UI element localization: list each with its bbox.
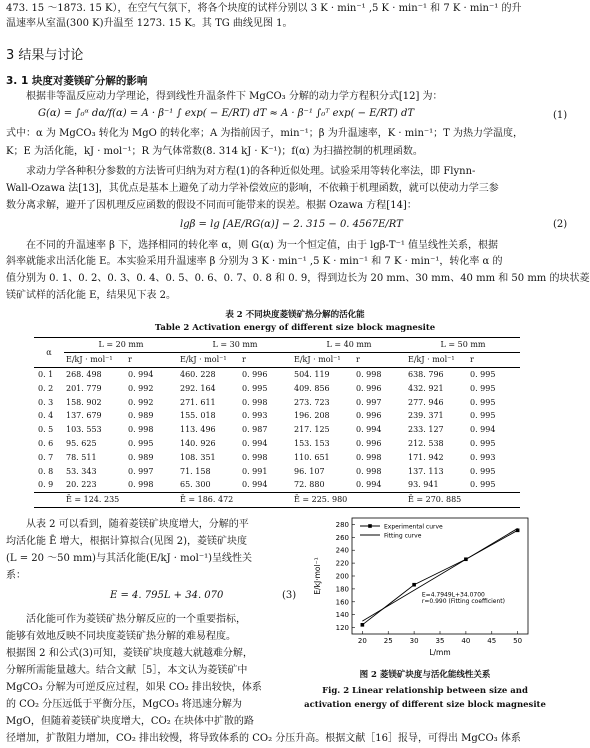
table-row [34, 478, 520, 492]
table-mean-row [34, 492, 520, 507]
figure-caption-en-2: activation energy of different size block magnesite [304, 700, 546, 710]
text-line: 从表 2 可以看到，随着菱镁矿块度增大，分解的平 [26, 519, 249, 530]
energy-cell: 20. 223 [66, 480, 97, 490]
r-cell: 0. 994 [128, 369, 154, 379]
x-tick-label: 50 [513, 637, 523, 645]
mean-energy: Ē = 186. 472 [178, 492, 292, 507]
energy-cell: 638. 796 [408, 369, 444, 379]
text-line: 473. 15 ～1873. 15 K），在空气气氛下，将各个块度的试样分别以 3 K · min⁻¹ ,5 K · min⁻¹ 和 7 K · min⁻¹ 的升 [6, 3, 522, 14]
table-group-header [34, 338, 520, 353]
r-cell: 0. 996 [356, 411, 382, 421]
energy-cell: 233. 127 [408, 425, 444, 435]
r-cell: 0. 994 [242, 438, 268, 448]
alpha-cell: 0. 3 [38, 397, 54, 407]
legend-experimental-marker [368, 524, 372, 528]
y-tick-label: 180 [335, 585, 349, 594]
text-line: 镁矿试样的活化能 E，结果见下表 2。 [6, 290, 177, 301]
r-cell: 0. 995 [470, 438, 496, 448]
table-row [34, 381, 520, 395]
x-tick-label: 30 [409, 637, 419, 645]
energy-cell: 504. 119 [294, 369, 330, 379]
r-cell: 0. 987 [242, 425, 268, 435]
legend-experimental-label: Experimental curve [384, 523, 443, 531]
table-row [34, 423, 520, 437]
r-cell: 0. 989 [128, 411, 154, 421]
y-tick-label: 140 [335, 611, 349, 620]
r-cell: 0. 998 [242, 397, 268, 407]
r-cell: 0. 997 [356, 397, 382, 407]
series-experimental-line [362, 530, 517, 625]
x-tick-label: 20 [357, 637, 367, 645]
r-cell: 0. 995 [242, 383, 268, 393]
chart-svg [308, 512, 540, 660]
equation-2-number: (2) [553, 219, 568, 230]
energy-cell: 292. 164 [180, 383, 216, 393]
energy-cell: 53. 343 [66, 466, 97, 476]
text-line: 数分离求解，避开了因机理反应函数的假设不同而可能带来的误差。根据 Ozawa 方程[14]： [6, 200, 417, 211]
energy-cell: 140. 926 [180, 438, 216, 448]
alpha-cell: 0. 4 [38, 411, 54, 421]
table-row [34, 395, 520, 409]
equation-3-number: (3) [282, 590, 297, 601]
alpha-cell: 0. 5 [38, 425, 54, 435]
r-cell: 0. 989 [128, 452, 154, 462]
text-line: 的 CO₂ 分压远低于平衡分压，MgCO₃ 将迅速分解为 [6, 699, 242, 710]
data-point [464, 557, 468, 561]
energy-header: E/kJ · mol⁻¹ [64, 352, 126, 367]
section-title: 3 结果与讨论 [6, 48, 84, 63]
table-row [34, 409, 520, 423]
alpha-cell: 0. 7 [38, 452, 54, 462]
alpha-cell: 0. 8 [38, 466, 54, 476]
energy-cell: 432. 921 [408, 383, 444, 393]
x-axis-label: L/mm [429, 648, 451, 657]
r-cell: 0. 996 [356, 383, 382, 393]
alpha-cell: 0. 1 [38, 369, 54, 379]
energy-cell: 153. 153 [294, 438, 330, 448]
x-tick-label: 40 [461, 637, 471, 645]
energy-cell: 409. 856 [294, 383, 330, 393]
group-header: L = 40 mm [292, 338, 406, 353]
text-line: MgCO₃ 分解为可逆反应过程，如果 CO₂ 排出较快，体系 [6, 682, 262, 693]
mean-energy: Ē = 225. 980 [292, 492, 406, 507]
r-cell: 0. 992 [128, 397, 154, 407]
table-row [34, 450, 520, 464]
r-cell: 0. 994 [356, 425, 382, 435]
r-header: r [468, 352, 520, 367]
group-header: L = 50 mm [406, 338, 520, 353]
table-row [34, 367, 520, 381]
subsection-title: 3. 1 块度对菱镁矿分解的影响 [6, 75, 148, 87]
r-header: r [240, 352, 292, 367]
activation-energy-table [34, 337, 520, 508]
text-line: MgO，但随着菱镁矿块度增大，CO₂ 在块体中扩散的路 [6, 716, 254, 727]
energy-cell: 78. 511 [66, 452, 97, 462]
energy-cell: 93. 941 [408, 480, 439, 490]
group-header: L = 30 mm [178, 338, 292, 353]
table-row [34, 437, 520, 451]
r-cell: 0. 998 [356, 369, 382, 379]
fit-equation-annotation: E=4.7949L+34.0700 [421, 591, 485, 599]
data-point [412, 583, 416, 587]
energy-cell: 137. 113 [408, 466, 444, 476]
text-line: 分解所需能量越大。结合文献［5］，本文认为菱镁矿中 [6, 665, 248, 676]
table-row [34, 464, 520, 478]
text-line: 值分别为 0. 1、0. 2、0. 3、0. 4、0. 5、0. 6、0. 7、0. 8 和 0. 9，得到边长为 20 mm、30 mm、40 mm 和 50 mm 的块状菱 [6, 273, 590, 284]
y-tick-label: 160 [335, 598, 349, 607]
mean-energy: Ē = 270. 885 [406, 492, 520, 507]
r-cell: 0. 995 [470, 480, 496, 490]
text-line: 活化能可作为菱镁矿热分解反应的一个重要指标， [26, 614, 246, 625]
energy-cell: 460. 228 [180, 369, 216, 379]
fit-coefficient-annotation: r=0.990 (Fitting coefficient) [421, 598, 505, 606]
r-cell: 0. 998 [128, 425, 154, 435]
energy-cell: 103. 553 [66, 425, 102, 435]
alpha-cell: 0. 6 [38, 438, 54, 448]
r-cell: 0. 995 [470, 369, 496, 379]
table-caption-en: Table 2 Activation energy of different size block magnesite [154, 323, 436, 333]
y-tick-label: 240 [335, 546, 349, 555]
energy-cell: 239. 371 [408, 411, 444, 421]
x-tick-label: 25 [383, 637, 393, 645]
text-line: 式中：α 为 MgCO₃ 转化为 MgO 的转化率；A 为指前因子，min⁻¹；β 为升温速率，K · min⁻¹；T 为热力学温度， [6, 128, 524, 139]
r-cell: 0. 995 [470, 383, 496, 393]
text-line: 斜率就能求出活化能 E。本实验采用升温速率 β 分别为 3 K · min⁻¹ ,5 K · min⁻¹ 和 7 K · min⁻¹，转化率 α 的 [6, 256, 503, 267]
r-cell: 0. 993 [242, 411, 268, 421]
equation-1: G(α) = ∫₀ᵅ dα/f(α) = A · β⁻¹ ∫ exp( − E/RT) dT ≈ A · β⁻¹ ∫₀ᵀ exp( − E/RT) dT [38, 108, 415, 119]
text-line: 径增加，扩散阻力增加，CO₂ 排出较慢，将导致体系的 CO₂ 分压升高。根据文献［16］报导，可得出 MgCO₃ 体系 [6, 733, 521, 744]
energy-cell: 268. 498 [66, 369, 102, 379]
alpha-header: α [34, 338, 64, 368]
text-line: (L = 20 ～50 mm)与其活化能(E/kJ · mol⁻¹)呈线性关 [6, 553, 253, 564]
equation-1-number: (1) [553, 110, 568, 121]
figure-caption-en-1: Fig. 2 Linear relationship between size and [322, 686, 528, 696]
r-cell: 0. 995 [470, 466, 496, 476]
left-column-text [26, 516, 249, 533]
r-header: r [126, 352, 178, 367]
text-line: 温速率从室温(300 K)升温至 1273. 15 K。其 TG 曲线见图 1。 [6, 18, 293, 29]
energy-header: E/kJ · mol⁻¹ [406, 352, 468, 367]
energy-cell: 72. 880 [294, 480, 325, 490]
table-caption-cn: 表 2 不同块度菱镁矿热分解的活化能 [225, 310, 365, 320]
energy-cell: 95. 625 [66, 438, 97, 448]
energy-cell: 196. 208 [294, 411, 330, 421]
text-line: 均活化能 Ē 增大，根据计算拟合(见图 2)，菱镁矿块度 [6, 536, 248, 547]
r-cell: 0. 994 [470, 425, 496, 435]
table-sub-header [34, 352, 520, 367]
text-line: 系： [6, 570, 26, 581]
r-cell: 0. 996 [242, 369, 268, 379]
r-cell: 0. 998 [356, 466, 382, 476]
energy-cell: 155. 018 [180, 411, 216, 421]
r-cell: 0. 995 [470, 397, 496, 407]
r-cell: 0. 994 [242, 480, 268, 490]
r-header: r [354, 352, 406, 367]
r-cell: 0. 998 [128, 480, 154, 490]
energy-cell: 212. 538 [408, 438, 444, 448]
r-cell: 0. 997 [128, 466, 154, 476]
energy-cell: 277. 946 [408, 397, 444, 407]
energy-cell: 217. 125 [294, 425, 330, 435]
data-point [516, 529, 520, 533]
text-line: 根据图 2 和公式(3)可知，菱镁矿块度越大就越难分解， [6, 648, 253, 659]
alpha-cell: 0. 2 [38, 383, 54, 393]
r-cell: 0. 994 [356, 480, 382, 490]
energy-cell: 65. 300 [180, 480, 211, 490]
energy-cell: 158. 902 [66, 397, 102, 407]
energy-cell: 201. 779 [66, 383, 102, 393]
energy-cell: 171. 942 [408, 452, 444, 462]
mean-energy: Ē = 124. 235 [64, 492, 178, 507]
y-tick-label: 200 [335, 572, 349, 581]
r-cell: 0. 995 [470, 411, 496, 421]
y-tick-label: 220 [335, 559, 349, 568]
y-tick-label: 120 [335, 624, 349, 633]
equation-3: E = 4. 795L + 34. 070 [110, 590, 224, 601]
r-cell: 0. 993 [470, 452, 496, 462]
figure-caption-cn: 图 2 菱镁矿块度与活化能线性关系 [359, 670, 491, 680]
r-cell: 0. 991 [242, 466, 268, 476]
equation-2: lgβ = lg [AE/RG(α)] − 2. 315 − 0. 4567E/RT [180, 219, 403, 230]
alpha-cell: 0. 9 [38, 480, 54, 490]
figure-2-chart [308, 512, 540, 660]
r-cell: 0. 998 [356, 452, 382, 462]
y-axis-label: E/kJ·mol⁻¹ [313, 557, 322, 595]
energy-cell: 96. 107 [294, 466, 325, 476]
r-cell: 0. 995 [128, 438, 154, 448]
energy-cell: 273. 723 [294, 397, 330, 407]
x-tick-label: 35 [435, 637, 445, 645]
r-cell: 0. 998 [242, 452, 268, 462]
data-point [361, 623, 365, 627]
energy-cell: 108. 351 [180, 452, 216, 462]
legend-fitting-label: Fitting curve [384, 532, 422, 540]
energy-cell: 71. 158 [180, 466, 211, 476]
r-cell: 0. 996 [356, 438, 382, 448]
text-line: 根据非等温反应动力学理论，得到线性升温条件下 MgCO₃ 分解的动力学方程积分式[12] 为： [26, 91, 443, 102]
text-line: K；E 为活化能，kJ · mol⁻¹；R 为气体常数(8. 314 kJ · K⁻¹)；f(α) 为扫描控制的机理函数。 [6, 146, 423, 157]
x-tick-label: 45 [487, 637, 497, 645]
energy-cell: 113. 496 [180, 425, 216, 435]
r-cell: 0. 992 [128, 383, 154, 393]
text-line: 在不同的升温速率 β 下，选择相同的转化率 α，则 G(α) 为一个恒定值，由于 lgβ-T⁻¹ 值呈线性关系，根据 [26, 240, 499, 251]
text-line: 求动力学各种积分参数的方法皆可归纳为对方程(1)的各种近似处理。试验采用等转化率法，即 Flynn- [26, 166, 476, 177]
text-line: Wall-Ozawa 法[13]，其优点是基本上避免了动力学补偿效应的影响，不依赖于机理函数，就可以使动力学三参 [6, 183, 499, 194]
energy-cell: 137. 679 [66, 411, 102, 421]
group-header: L = 20 mm [64, 338, 178, 353]
energy-cell: 110. 651 [294, 452, 330, 462]
energy-header: E/kJ · mol⁻¹ [292, 352, 354, 367]
y-tick-label: 260 [335, 533, 349, 542]
energy-cell: 271. 611 [180, 397, 216, 407]
text-line: 能够有效地反映不同块度菱镁矿热分解的难易程度。 [6, 631, 236, 642]
y-tick-label: 280 [335, 520, 349, 529]
energy-header: E/kJ · mol⁻¹ [178, 352, 240, 367]
